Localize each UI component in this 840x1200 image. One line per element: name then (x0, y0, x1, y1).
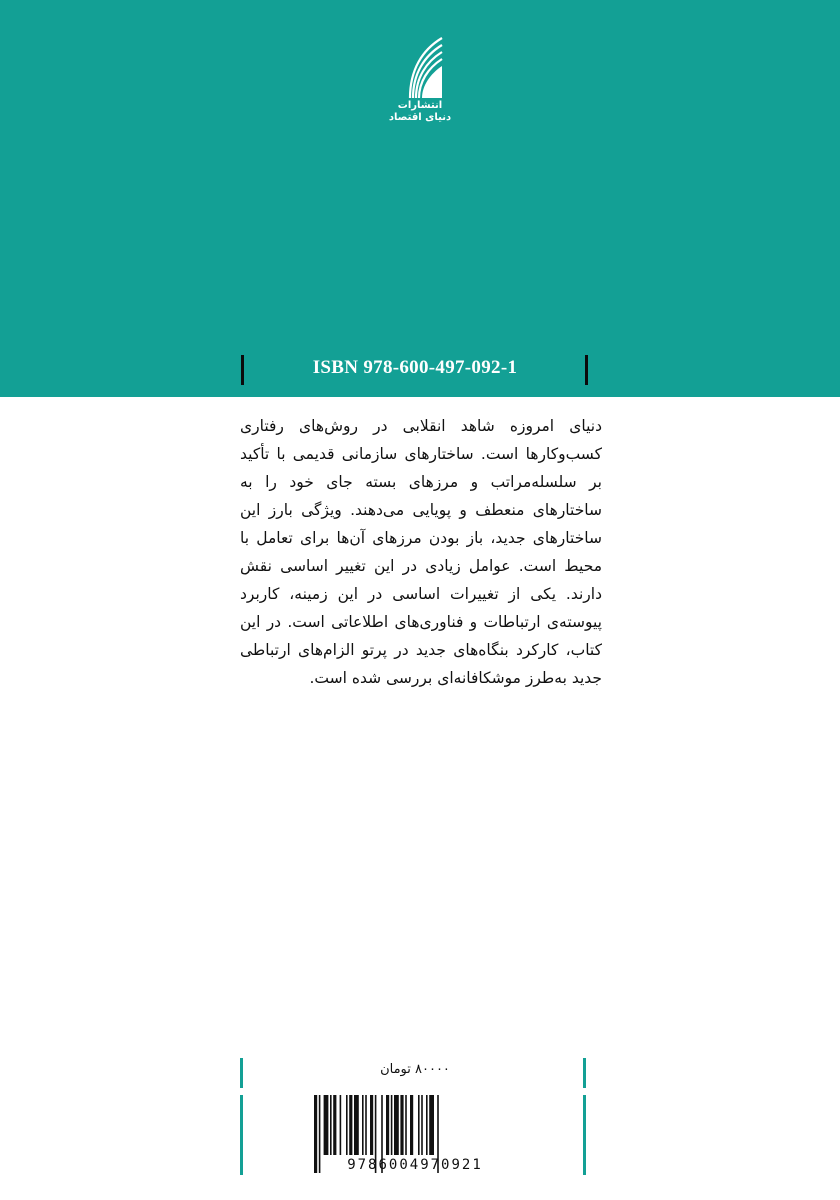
barcode-bar (349, 1095, 352, 1155)
barcode-bar (346, 1095, 348, 1155)
barcode-bar (333, 1095, 336, 1155)
barcode-bar (365, 1095, 367, 1155)
barcode-bar (340, 1095, 342, 1155)
barcode-bar (429, 1095, 434, 1155)
barcode-bar (362, 1095, 364, 1155)
isbn-text: ISBN 978-600-497-092-1 (312, 357, 518, 378)
barcode-divider-left (240, 1095, 243, 1175)
barcode-bar (426, 1095, 428, 1155)
barcode-bar (400, 1095, 403, 1155)
publisher-line1: انتشارات (397, 100, 443, 111)
barcode-digits: 9786004970921 (347, 1157, 483, 1173)
price-label: ۸۰۰۰۰ تومان (380, 1062, 450, 1077)
barcode-bar (421, 1095, 423, 1155)
barcode-bar (405, 1095, 407, 1155)
isbn-divider-left (241, 355, 244, 385)
barcode-bar (410, 1095, 413, 1155)
barcode-divider-right (583, 1095, 586, 1175)
barcode-bar (354, 1095, 359, 1155)
barcode-bar (418, 1095, 420, 1155)
isbn-divider-right (585, 355, 588, 385)
price-divider-right (583, 1058, 586, 1088)
barcode-bar (370, 1095, 373, 1155)
publisher-line2: دنیای اقتصاد (388, 112, 452, 123)
book-description (240, 412, 602, 692)
price-divider-left (240, 1058, 243, 1088)
barcode-bar (386, 1095, 389, 1155)
barcode-bar (394, 1095, 399, 1155)
barcode-bar (330, 1095, 332, 1155)
description-paragraph: دنیای امروزه شاهد انقلابی در روش‌های رفتاری کسب‌وکارها است. ساختارهای سازمانی قدیمی با تأکید بر سلسله‌مراتب و مرزهای بسته جای خود را به ساختارهای منعطف و پویایی می‌دهند. ویژگی بارز این ساختارهای جدید، باز بودن مرزهای آن‌ها برای تعامل با محیط است. عوامل زیادی در این تغییر اساسی نقش دارند. یکی از تغییرات اساسی در این زمینه، کاربرد پیوسته‌ی ارتباطات و فناوری‌های اطلاعاتی است. در این کتاب، کارکرد بنگاه‌های جدید در پرتو الزام‌های ارتباطی جدید به‌طرز موشکافانه‌ای بررسی شده است. (240, 417, 602, 687)
barcode-bar (391, 1095, 393, 1155)
publisher-name (372, 100, 468, 124)
barcode-bar (324, 1095, 329, 1155)
